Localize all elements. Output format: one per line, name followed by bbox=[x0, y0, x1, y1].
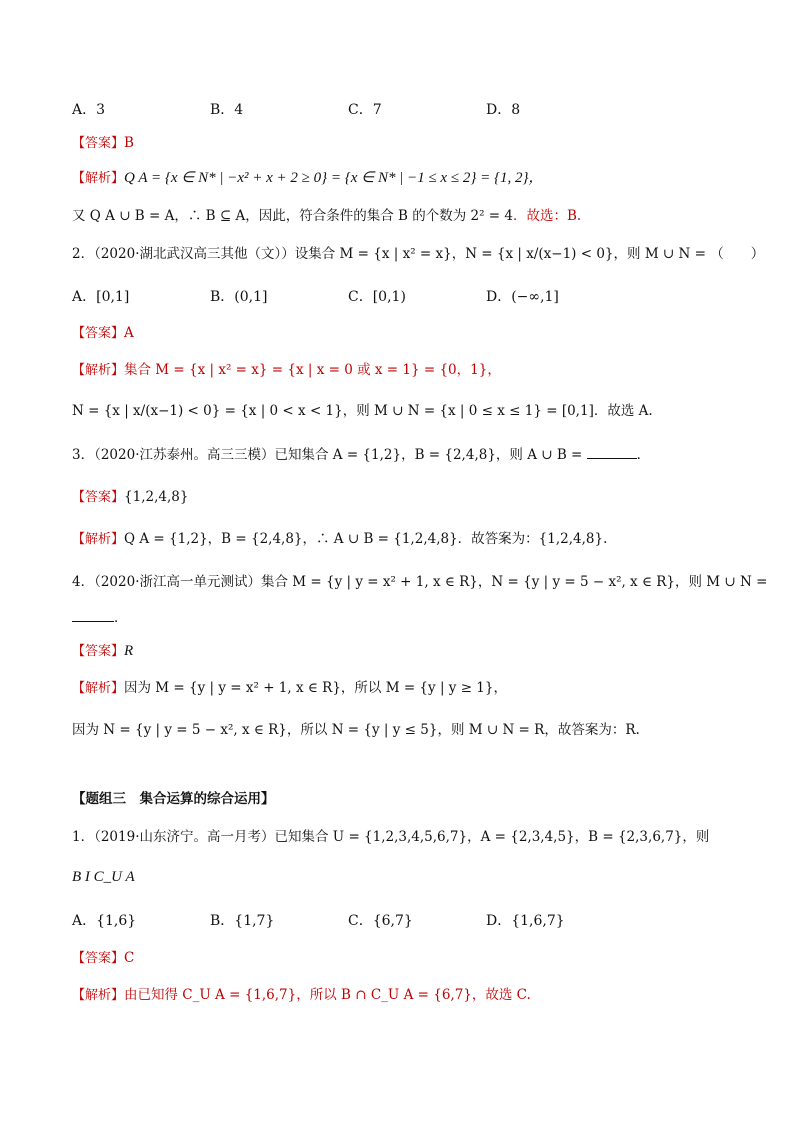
analysis-text: 集合 M = {x | x² = x} = {x | x = 0 或 x = 1} = {0，1}， bbox=[124, 362, 501, 378]
answer-value: C bbox=[124, 950, 135, 966]
answer-tag: 【答案】 bbox=[72, 136, 125, 151]
option-d: D．(−∞,1] bbox=[486, 289, 559, 305]
analysis-tag: 【解析】 bbox=[72, 532, 125, 547]
q4-analysis-line-1 bbox=[72, 678, 507, 699]
answer-value: {1,2,4,8} bbox=[124, 489, 189, 505]
prev-answer-line bbox=[72, 133, 134, 154]
answer-value: R bbox=[124, 643, 134, 659]
option-c: C．{6,7} bbox=[348, 913, 413, 929]
q2-answer-line bbox=[72, 323, 134, 344]
analysis-tag: 【解析】 bbox=[72, 988, 125, 1003]
q4-answer-line bbox=[72, 641, 133, 662]
prev-analysis-line-2 bbox=[72, 206, 581, 226]
q3-answer-line bbox=[72, 487, 188, 508]
option-c: C．7 bbox=[348, 102, 382, 118]
answer-value: A bbox=[124, 325, 134, 341]
q2-stem: 2．（2020·湖北武汉高三其他（文））设集合 M = {x | x² = x}，N = {x | x/(x−1) < 0}，则 M ∪ N = （ ） bbox=[72, 246, 765, 262]
option-a: A．3 bbox=[72, 102, 106, 118]
analysis-tag: 【解析】 bbox=[72, 681, 125, 696]
analysis-text: Q A = {x ∈ N* | −x² + x + 2 ≥ 0} = {x ∈ N* | −1 ≤ x ≤ 2} = {1, 2}， bbox=[124, 170, 544, 186]
option-c: C．[0,1) bbox=[348, 289, 406, 305]
option-a: A．{1,6} bbox=[72, 913, 137, 929]
prev-analysis-line-1 bbox=[72, 168, 543, 189]
q4-stem: 4．（2020·浙江高一单元测试）集合 M = {y | y = x² + 1, x ∈ R}，N = {y | y = 5 − x², x ∈ R}，则 M ∪ N = bbox=[72, 574, 768, 590]
option-d: D．{1,6,7} bbox=[486, 913, 565, 929]
analysis-text: 又 Q A ∪ B = A，∴ B ⊆ A，因此，符合条件的集合 B 的个数为 2² = 4 bbox=[72, 208, 513, 224]
answer-value: B bbox=[124, 135, 134, 151]
s3q1-analysis-line bbox=[72, 985, 531, 1006]
option-b: B．{1,7} bbox=[210, 913, 275, 929]
q2-analysis-line-1 bbox=[72, 360, 501, 381]
answer-blank bbox=[587, 457, 637, 459]
analysis-conclusion: ．故选：B. bbox=[513, 208, 582, 224]
option-b: B．4 bbox=[210, 102, 244, 118]
q3-stem bbox=[72, 445, 650, 465]
analysis-tag: 【解析】 bbox=[72, 171, 125, 186]
s3q1-stem-expression: B I C_U A bbox=[72, 869, 135, 885]
analysis-text: Q A = {1,2}，B = {2,4,8}，∴ A ∪ B = {1,2,4,8}．故答案为：{1,2,4,8}. bbox=[124, 531, 608, 547]
section-title: 【题组三 集合运算的综合运用】 bbox=[72, 791, 275, 807]
s3q1-answer-line bbox=[72, 948, 134, 969]
answer-tag: 【答案】 bbox=[72, 490, 125, 505]
q4-stem-end: ． bbox=[114, 610, 128, 626]
q4-analysis-line-2: 因为 N = {y | y = 5 − x², x ∈ R}，所以 N = {y | y ≤ 5}，则 M ∪ N = R，故答案为：R. bbox=[72, 722, 640, 738]
q4-stem-blank-line bbox=[72, 608, 128, 628]
analysis-text: 因为 M = {y | y = x² + 1, x ∈ R}，所以 M = {y | y ≥ 1}， bbox=[124, 680, 507, 696]
option-d: D．8 bbox=[486, 102, 521, 118]
q3-stem-end: ． bbox=[636, 447, 651, 463]
analysis-text: 由已知得 C_U A = {1,6,7}，所以 B ∩ C_U A = {6,7}，故选 C. bbox=[124, 987, 531, 1003]
option-a: A．[0,1] bbox=[72, 289, 130, 305]
answer-tag: 【答案】 bbox=[72, 326, 125, 341]
s3q1-stem: 1．（2019·山东济宁。高一月考）已知集合 U = {1,2,3,4,5,6,7}，A = {2,3,4,5}，B = {2,3,6,7}，则 bbox=[72, 829, 710, 845]
answer-blank bbox=[72, 620, 114, 622]
answer-tag: 【答案】 bbox=[72, 644, 125, 659]
answer-tag: 【答案】 bbox=[72, 951, 125, 966]
q3-stem-text: 3．（2020·江苏泰州。高三三模）已知集合 A = {1,2}，B = {2,4,8}，则 A ∪ B = bbox=[72, 447, 583, 463]
option-b: B．(0,1] bbox=[210, 289, 268, 305]
q2-analysis-line-2: N = {x | x/(x−1) < 0} = {x | 0 < x < 1}，则 M ∪ N = {x | 0 ≤ x ≤ 1} = [0,1]．故选 A. bbox=[72, 403, 653, 419]
analysis-tag: 【解析】 bbox=[72, 363, 125, 378]
q3-analysis-line bbox=[72, 529, 607, 550]
